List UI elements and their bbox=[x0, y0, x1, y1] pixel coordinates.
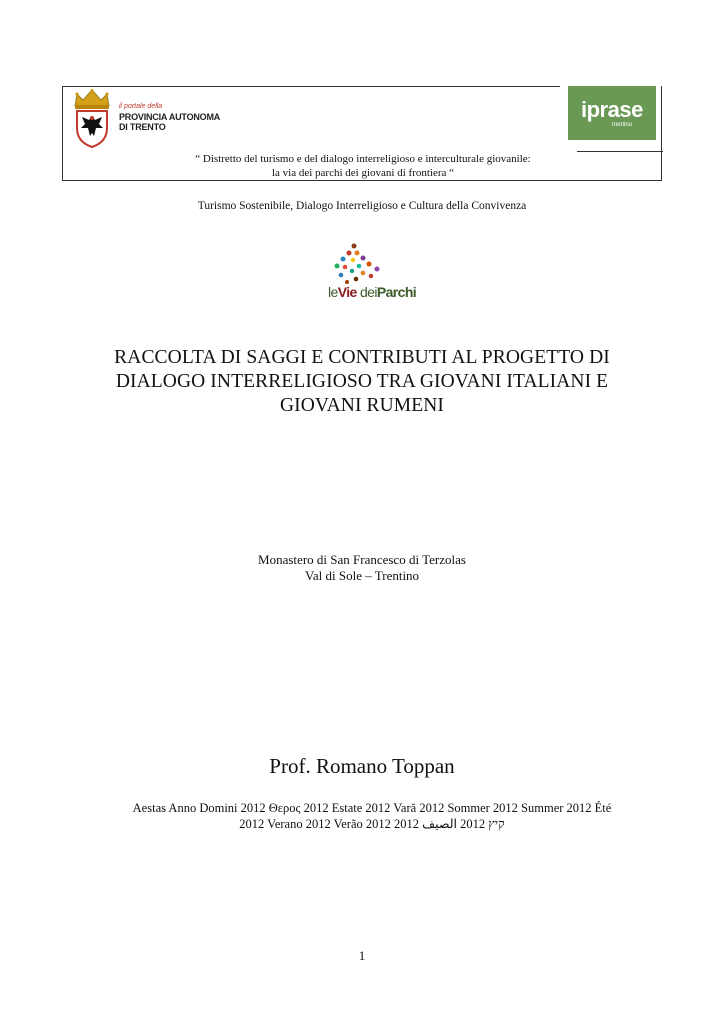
vie-logo-parchi: Parchi bbox=[376, 284, 417, 300]
subtitle: Turismo Sostenibile, Dialogo Interreligioso e Cultura della Convivenza bbox=[197, 200, 527, 212]
seasons-line1: Aestas Anno Domini 2012 Θερος 2012 Estate 2012 Vară 2012 Sommer 2012 Summer 2012 Été bbox=[132, 801, 612, 815]
header-top-border bbox=[63, 86, 560, 87]
main-title bbox=[60, 346, 664, 418]
author: Prof. Romano Toppan bbox=[269, 754, 455, 778]
place-line1: Monastero di San Francesco di Terzolas bbox=[258, 552, 466, 567]
main-title-line2: DIALOGO INTERRELIGIOSO TRA GIOVANI ITALIANI E bbox=[115, 371, 609, 392]
provincia-crest-icon bbox=[71, 88, 113, 148]
header-quote-line2: la via dei parchi dei giovani di frontiera “ bbox=[271, 167, 455, 179]
page-number: 1 bbox=[358, 948, 366, 963]
iprase-word: iprase bbox=[581, 97, 643, 122]
vie-logo-text bbox=[328, 284, 416, 300]
provincia-text bbox=[119, 102, 220, 132]
vie-logo-vie: Vie bbox=[337, 284, 357, 300]
header-box bbox=[62, 86, 662, 181]
main-title-line1: RACCOLTA DI SAGGI E CONTRIBUTI AL PROGETTO DI bbox=[114, 347, 610, 368]
colored-dots-icon bbox=[323, 242, 423, 286]
place-line2: Val di Sole – Trentino bbox=[304, 568, 420, 583]
header-quote-line1: “ Distretto del turismo e del dialogo interreligioso e interculturale giovanile: bbox=[195, 153, 531, 165]
header-quote bbox=[63, 152, 663, 180]
seasons-text bbox=[82, 800, 662, 832]
seasons-line2: 2012 Verano 2012 Verão 2012 2012 קיץ 2012 الصيف bbox=[239, 817, 505, 831]
provincia-name-line1: PROVINCIA AUTONOMA bbox=[119, 112, 221, 122]
place bbox=[0, 552, 724, 584]
vie-dei-parchi-logo bbox=[323, 242, 423, 304]
vie-logo-le: le bbox=[328, 284, 338, 300]
main-title-line3: GIOVANI RUMENI bbox=[279, 395, 445, 416]
vie-logo-dei: dei bbox=[359, 284, 377, 300]
provincia-small-text: il portale della bbox=[119, 103, 163, 110]
iprase-sub: trentino bbox=[612, 122, 633, 128]
provincia-logo bbox=[71, 88, 241, 152]
iprase-logo bbox=[568, 86, 656, 140]
provincia-name-line2: DI TRENTO bbox=[119, 122, 166, 132]
